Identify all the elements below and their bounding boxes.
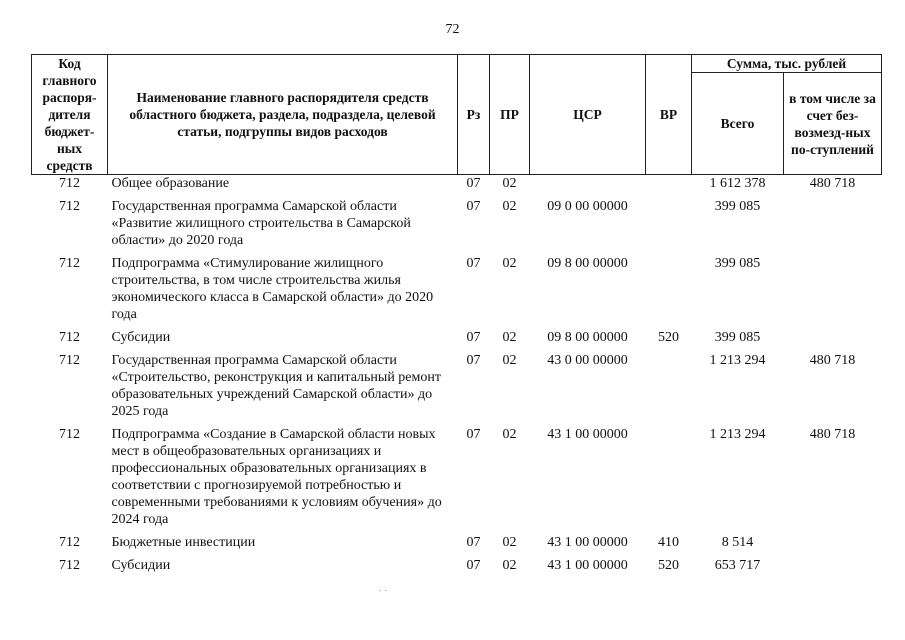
cell-total: 399 085 [714, 330, 761, 345]
cell-name: Субсидии [111, 330, 171, 345]
cell-csr: 43 1 00 00000 [547, 535, 628, 550]
cell-pr: 02 [502, 256, 517, 271]
cell-extra [784, 198, 882, 255]
table-row [32, 426, 882, 534]
header-csr: ЦСР [530, 55, 646, 175]
cell-vr [646, 255, 692, 329]
cell-code: 712 [59, 199, 80, 214]
header-pr: ПР [490, 55, 530, 175]
cell-vr [646, 198, 692, 255]
cell-csr: 43 1 00 00000 [547, 427, 628, 442]
cell-code: 712 [59, 535, 80, 550]
cell-csr: 43 1 00 00000 [547, 558, 628, 573]
cell-code: 712 [59, 256, 80, 271]
cell-name: Государственная программа Самарской области «Строительство, реконструкция и капитальный ремонт образовательных учреждений Самарской области» до 2025 года [111, 353, 441, 419]
page-number: 72 [445, 22, 460, 37]
cell-rz: 07 [466, 330, 481, 345]
cell-code: 712 [59, 330, 80, 345]
cell-csr: 09 8 00 00000 [547, 256, 628, 271]
cell-rz: 07 [466, 176, 481, 191]
cell-extra [784, 255, 882, 329]
cell-vr: 520 [658, 558, 679, 573]
header-code: Код главного распоря-дителя бюджет-ных средств [32, 55, 108, 175]
header-vr: ВР [646, 55, 692, 175]
cell-rz: 07 [466, 256, 481, 271]
header-sum: Сумма, тыс. рублей [692, 55, 882, 73]
cell-code: 712 [59, 427, 80, 442]
cell-total: 1 612 378 [709, 176, 766, 191]
cell-extra: 480 718 [809, 176, 856, 191]
table-body [32, 175, 882, 581]
header-name: Наименование главного распорядителя средств областного бюджета, раздела, подраздела, целевой статьи, подгруппы видов расходов [108, 55, 458, 175]
table-header [32, 55, 882, 175]
cell-vr: 520 [658, 330, 679, 345]
cell-rz: 07 [466, 558, 481, 573]
cell-pr: 02 [502, 199, 517, 214]
cell-code: 712 [59, 353, 80, 368]
cell-vr: 410 [658, 535, 679, 550]
cell-pr: 02 [502, 353, 517, 368]
cell-code: 712 [59, 176, 80, 191]
cell-vr [646, 175, 692, 199]
cell-csr [530, 175, 646, 199]
cell-csr: 09 0 00 00000 [547, 199, 628, 214]
cell-name: Субсидии [111, 558, 171, 573]
cell-extra [784, 329, 882, 352]
cell-extra [784, 557, 882, 580]
table-row [32, 198, 882, 255]
budget-table [31, 54, 882, 580]
cell-rz: 07 [466, 427, 481, 442]
cell-csr: 09 8 00 00000 [547, 330, 628, 345]
cell-extra [784, 534, 882, 557]
cell-extra: 480 718 [809, 427, 856, 442]
cell-pr: 02 [502, 176, 517, 191]
scan-artifact: · · [378, 586, 388, 597]
cell-name: Подпрограмма «Создание в Самарской области новых мест в общеобразовательных организациях и профессиональных образовательных организациях в соответствии с прогнозируемой потребностью и современными требованиями к условиям обучения» до 2024 года [111, 427, 442, 527]
table-row [32, 175, 882, 199]
cell-extra: 480 718 [809, 353, 856, 368]
cell-vr [646, 426, 692, 534]
cell-total: 399 085 [714, 256, 761, 271]
cell-pr: 02 [502, 427, 517, 442]
cell-total: 653 717 [714, 558, 761, 573]
table-row [32, 329, 882, 352]
header-extra: в том числе за счет без-возмезд-ных по-ступлений [784, 73, 882, 175]
cell-csr: 43 0 00 00000 [547, 353, 628, 368]
cell-vr [646, 352, 692, 426]
cell-total: 8 514 [721, 535, 754, 550]
cell-total: 1 213 294 [709, 427, 766, 442]
header-total: Всего [692, 73, 784, 175]
table-row [32, 255, 882, 329]
cell-name: Общее образование [111, 176, 230, 191]
table-row [32, 352, 882, 426]
table-row [32, 557, 882, 580]
cell-total: 1 213 294 [709, 353, 766, 368]
cell-rz: 07 [466, 353, 481, 368]
cell-pr: 02 [502, 330, 517, 345]
cell-name: Подпрограмма «Стимулирование жилищного строительства, в том числе строительства жилья экономического класса в Самарской области» до 2020 года [111, 256, 434, 322]
cell-rz: 07 [466, 535, 481, 550]
cell-code: 712 [59, 558, 80, 573]
cell-pr: 02 [502, 535, 517, 550]
table-row [32, 534, 882, 557]
cell-total: 399 085 [714, 199, 761, 214]
header-rz: Рз [458, 55, 490, 175]
cell-name: Государственная программа Самарской области «Развитие жилищного строительства в Самарской области» до 2020 года [111, 199, 411, 248]
cell-rz: 07 [466, 199, 481, 214]
cell-name: Бюджетные инвестиции [111, 535, 256, 550]
cell-pr: 02 [502, 558, 517, 573]
